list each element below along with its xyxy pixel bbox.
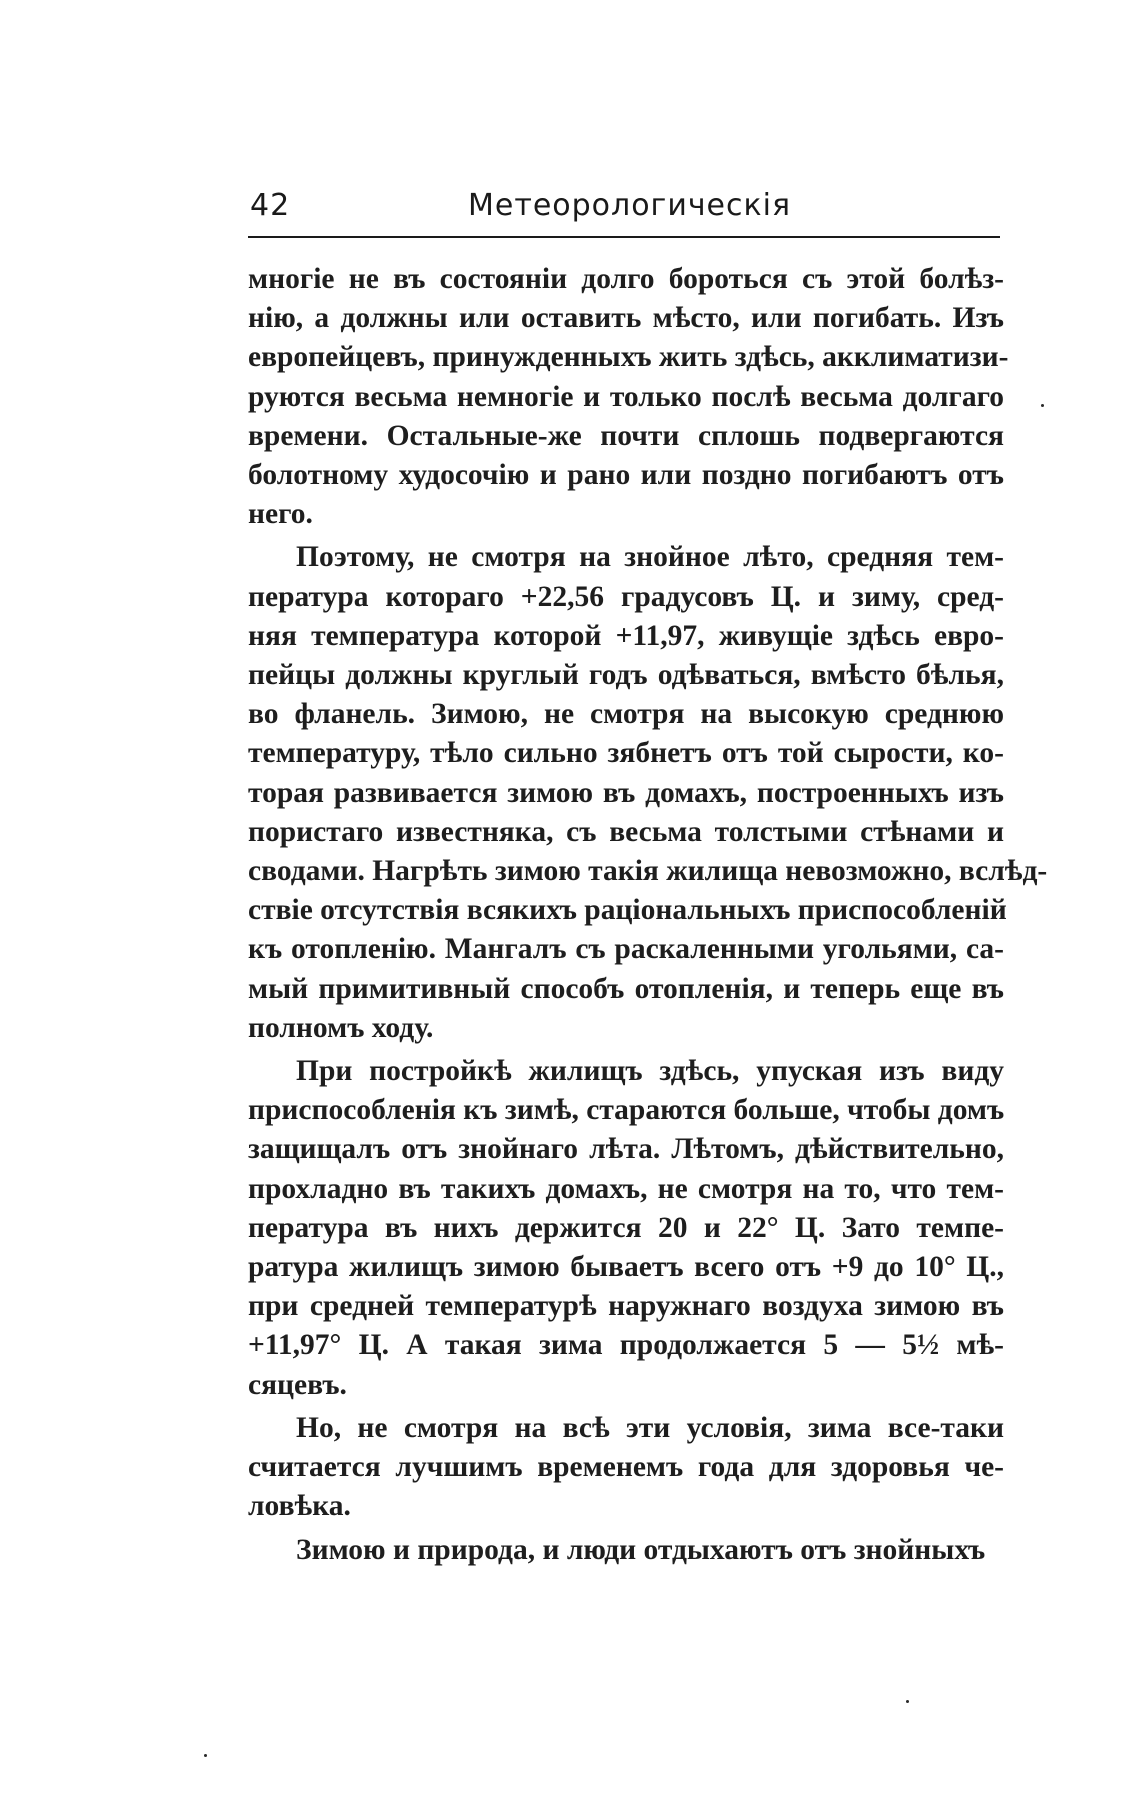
text-line: Поэтому, не смотря на знойное лѣто, средняя тем- [296,541,1004,574]
text-line: ловѣка. [248,1490,351,1523]
print-speck [1041,404,1044,407]
text-line: няя температура которой +11,97, живущіе здѣсь евро- [248,619,1004,652]
page-number: 42 [250,188,291,223]
text-line: многіе не въ состояніи долго бороться съ этой болѣз- [248,263,1004,295]
print-speck [906,1700,909,1703]
text-line: пература котораго +22,56 градусовъ Ц. и зиму, сред- [248,580,1004,613]
text-line: руются весьма немногіе и только послѣ весьма долгаго [248,380,1004,413]
text-line: торая развивается зимою въ домахъ, построенныхъ изъ [248,776,1004,809]
text-line: пористаго известняка, съ весьма толстыми стѣнами и [248,815,1004,848]
text-line: него. [248,498,313,531]
paragraph [248,1409,1004,1527]
text-line: +11,97° Ц. А такая зима продолжается 5 — 5½ мѣ- [248,1329,1004,1362]
page-header [250,188,1000,236]
running-title: Метеорологическія [468,188,791,223]
text-line: при средней температурѣ наружнаго воздуха зимою въ [248,1290,1004,1323]
text-line: ратура жилищъ зимою бываетъ всего отъ +9 до 10° Ц., [248,1251,1004,1284]
text-line: пература въ нихъ держится 20 и 22° Ц. Зато темпе- [248,1211,1004,1244]
text-line: пейцы должны круглый годъ одѣваться, вмѣсто бѣлья, [248,659,1004,692]
text-line: во фланель. Зимою, не смотря на высокую среднюю [248,698,1004,731]
body-text [248,260,1048,1570]
text-line: европейцевъ, принужденныхъ жить здѣсь, акклиматизи- [248,341,1009,374]
text-line: нію, а должны или оставить мѣсто, или погибать. Изъ [248,302,1004,335]
text-line: приспособленія къ зимѣ, стараются больше, чтобы домъ [248,1094,1005,1127]
text-line: сводами. Нагрѣть зимою такія жилища невозможно, вслѣд- [248,855,1048,888]
text-line: считается лучшимъ временемъ года для здоровья че- [248,1451,1004,1484]
text-line: времени. Остальные-же почти сплошь подвергаются [248,419,1004,452]
text-line: полномъ ходу. [248,1011,434,1044]
text-line: прохладно въ такихъ домахъ, не смотря на то, что тем- [248,1172,1004,1205]
text-line: къ отопленію. Мангалъ съ раскаленными угольями, са- [248,933,1004,966]
text-line: температуру, тѣло сильно зябнетъ отъ той сырости, ко- [248,737,1004,770]
text-line: сяцевъ. [248,1368,347,1401]
text-line: защищалъ отъ знойнаго лѣта. Лѣтомъ, дѣйствительно, [248,1133,1004,1166]
paragraph [248,538,1048,1048]
text-line: Но, не смотря на всѣ эти условія, зима все-таки [296,1411,1004,1444]
header-rule [248,236,1000,238]
text-line: мый примитивный способъ отопленія, и теперь еще въ [248,972,1004,1005]
paragraph [248,260,1009,534]
paragraph [248,1052,1004,1405]
text-line: ствіе отсутствія всякихъ раціональныхъ приспособленій [248,894,1007,927]
text-line: При постройкѣ жилищъ здѣсь, упуская изъ виду [296,1055,1004,1088]
print-speck [204,1754,207,1757]
paragraph [248,1531,1004,1570]
text-line: болотному худосочію и рано или поздно погибаютъ отъ [248,459,1004,492]
text-line: Зимою и природа, и люди отдыхаютъ отъ знойныхъ [296,1533,986,1566]
